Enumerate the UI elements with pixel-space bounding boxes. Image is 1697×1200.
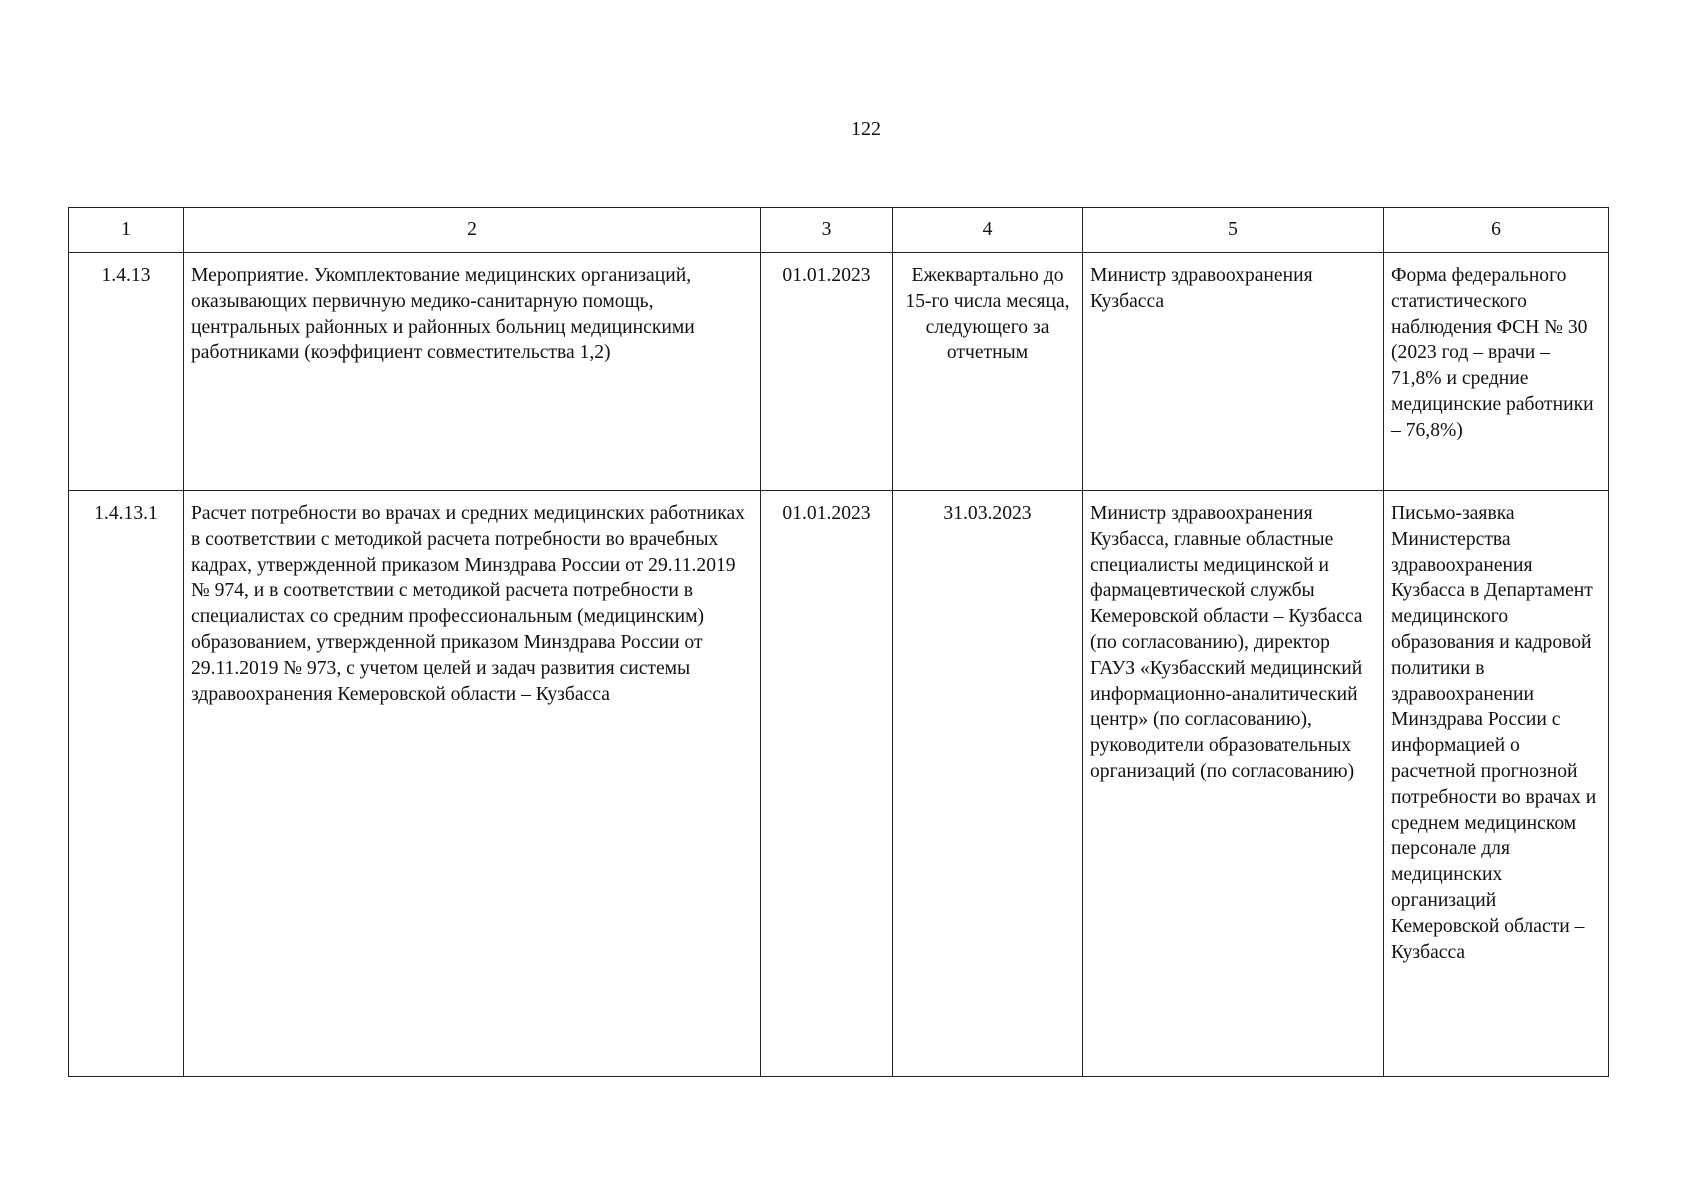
table-row (69, 491, 1609, 1077)
row-start-date: 01.01.2023 (761, 253, 893, 491)
row-number: 1.4.13 (69, 253, 184, 491)
page-number: 122 (851, 118, 881, 140)
row-result: Письмо-заявка Министерства здравоохранения Кузбасса в Департамент медицинского образования и кадровой политики в здравоохранении Минздрава России с информацией о расчетной прогнозной потребности во врачах и среднем медицинском персонале для медицинских организаций Кемеровской области – Кузбасса (1384, 491, 1609, 1077)
column-header: 5 (1083, 208, 1384, 253)
plan-table (68, 207, 1609, 1077)
table-row (69, 253, 1609, 491)
row-start-date: 01.01.2023 (761, 491, 893, 1077)
column-header: 1 (69, 208, 184, 253)
column-header: 2 (184, 208, 761, 253)
column-header: 4 (893, 208, 1083, 253)
column-header: 6 (1384, 208, 1609, 253)
row-result: Форма федерального статистического наблюдения ФСН № 30 (2023 год – врачи – 71,8% и средние медицинские работники – 76,8%) (1384, 253, 1609, 491)
row-end-date: Ежеквартально до 15-го числа месяца, следующего за отчетным (893, 253, 1083, 491)
row-description: Расчет потребности во врачах и средних медицинских работниках в соответствии с методикой расчета потребности во врачебных кадрах, утвержденной приказом Минздрава России от 29.11.2019 № 974, и в соответствии с методикой расчета потребности в специалистах со средним профессиональным (медицинским) образованием, утвержденной приказом Минздрава России от 29.11.2019 № 973, с учетом целей и задач развития системы здравоохранения Кемеровской области – Кузбасса (184, 491, 761, 1077)
row-responsible: Министр здравоохранения Кузбасса, главные областные специалисты медицинской и фармацевтической службы Кемеровской области – Кузбасса (по согласованию), директор ГАУЗ «Кузбасский медицинский информационно-аналитический центр» (по согласованию), руководители образовательных организаций (по согласованию) (1083, 491, 1384, 1077)
row-end-date: 31.03.2023 (893, 491, 1083, 1077)
row-description: Мероприятие. Укомплектование медицинских организаций, оказывающих первичную медико-санитарную помощь, центральных районных и районных больниц медицинскими работниками (коэффициент совместительства 1,2) (184, 253, 761, 491)
row-responsible: Министр здравоохранения Кузбасса (1083, 253, 1384, 491)
row-number: 1.4.13.1 (69, 491, 184, 1077)
table-header-row (69, 208, 1609, 253)
column-header: 3 (761, 208, 893, 253)
